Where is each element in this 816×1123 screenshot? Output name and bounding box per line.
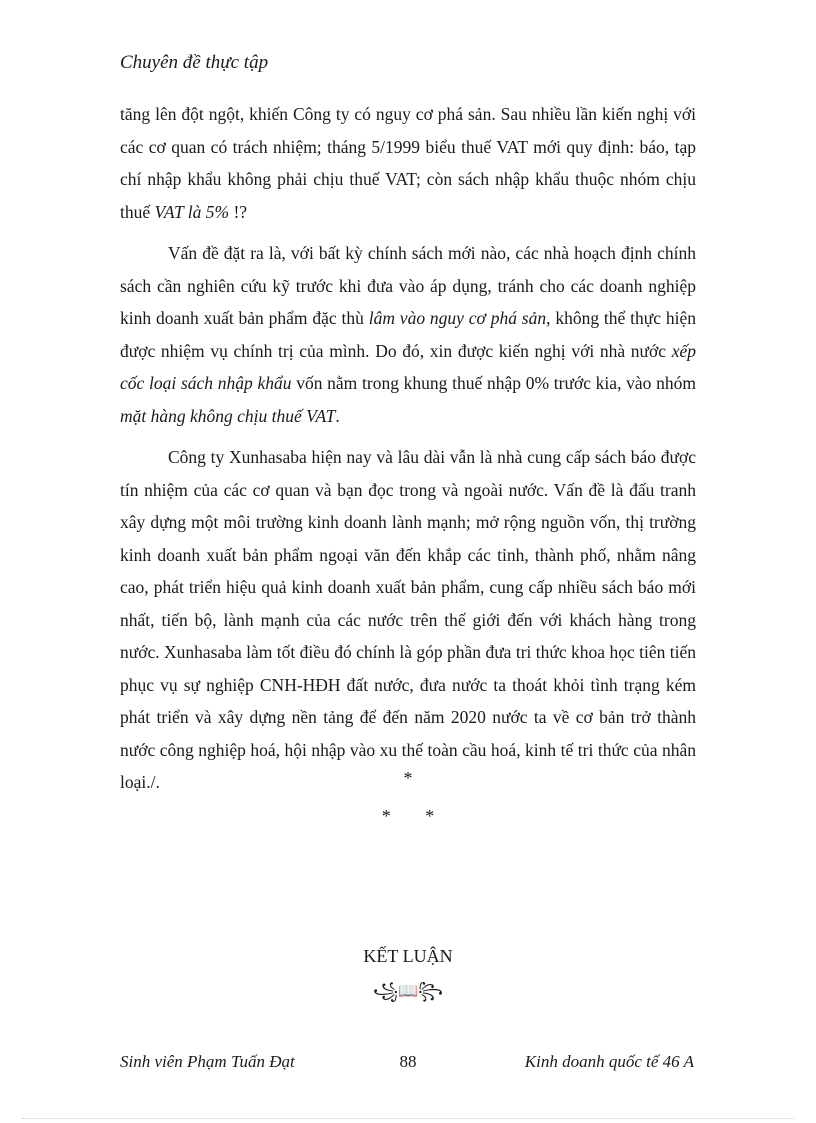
section-title: KẾT LUẬN — [363, 946, 453, 966]
paragraph-2-emphasis-d: xếp cốc loại sách nhập khẩu — [120, 340, 696, 393]
paragraph-2-text-c: , không thể thực hiện được nhiệm vụ chính trị của mình. Do đó, xin được kiến nghị với nhà nước — [120, 308, 696, 361]
footer-author: Sinh viên Phạm Tuấn Đạt — [120, 1052, 295, 1071]
page-header-title: Chuyên đề thực tập — [120, 52, 269, 73]
paragraph-2-emphasis-f: mặt hàng không chịu thuế VAT — [120, 405, 336, 426]
separator-star-top: * — [403, 768, 413, 788]
paragraph-2-text-e: vốn nằm trong khung thuế nhập 0% trước kia, vào nhóm — [291, 373, 697, 393]
footer-page-number: 88 — [399, 1052, 417, 1071]
paragraph-2 — [120, 237, 696, 432]
book-ornament-icon: ꧁📖꧂ — [373, 983, 443, 1000]
paragraph-3: Công ty Xunhasaba hiện nay và lâu dài vẫn là nhà cung cấp sách báo được tín nhiệm của các cơ quan và bạn đọc trong và ngoài nước. Vấn đề là đấu tranh xây dựng một môi trường kinh doanh lành mạnh; mở rộng nguồn vốn, thị trường kinh doanh xuất bản phẩm ngoại văn đến khắp các tỉnh, thành phố, nhằm nâng cao, phát triển hiệu quả kinh doanh xuất bản phẩm, cung cấp nhiều sách báo mới nhất, tiến bộ, lành mạnh của các nước trên thế giới đến với khách hàng trong nước. Xunhasaba làm tốt điều đó chính là góp phần đưa tri thức khoa học tiên tiến phục vụ sự nghiệp CNH-HĐH đất nước, đưa nước ta thoát khỏi tình trạng kém phát triển và xây dựng nền tảng để đến năm 2020 nước ta về cơ bản trở thành nước công nghiệp hoá, hội nhập vào xu thế toàn cầu hoá, kinh tế tri thức của nhân loại./. — [120, 447, 696, 792]
paragraph-1-emphasis: VAT là 5% — [154, 201, 230, 222]
body-text — [120, 98, 696, 808]
paragraph-2-emphasis-b: lâm vào nguy cơ phá sản — [368, 308, 547, 328]
footer-course: Kinh doanh quốc tế 46 A — [524, 1052, 694, 1071]
page-bottom-divider — [22, 1118, 794, 1119]
separator-stars-bottom: * * — [381, 806, 435, 826]
paragraph-1 — [120, 98, 696, 228]
paragraph-2-text-g: . — [335, 405, 340, 426]
paragraph-1-end: !? — [229, 201, 248, 222]
paragraph-2-text-a: Vấn đề đặt ra là, với bất kỳ chính sách mới nào, các nhà hoạch định chính sách cần nghiên cứu kỹ trước khi đưa vào áp dụng, tránh cho các doanh nghiệp kinh doanh xuất bản phẩm đặc thù — [120, 243, 696, 328]
paragraph-1-text: tăng lên đột ngột, khiến Công ty có nguy cơ phá sản. Sau nhiều lần kiến nghị với các cơ quan có trách nhiệm; tháng 5/1999 biểu thuế VAT mới quy định: báo, tạp chí nhập khẩu không phải chịu thuế VAT; còn sách nhập khẩu thuộc nhóm chịu thuế — [120, 104, 696, 222]
